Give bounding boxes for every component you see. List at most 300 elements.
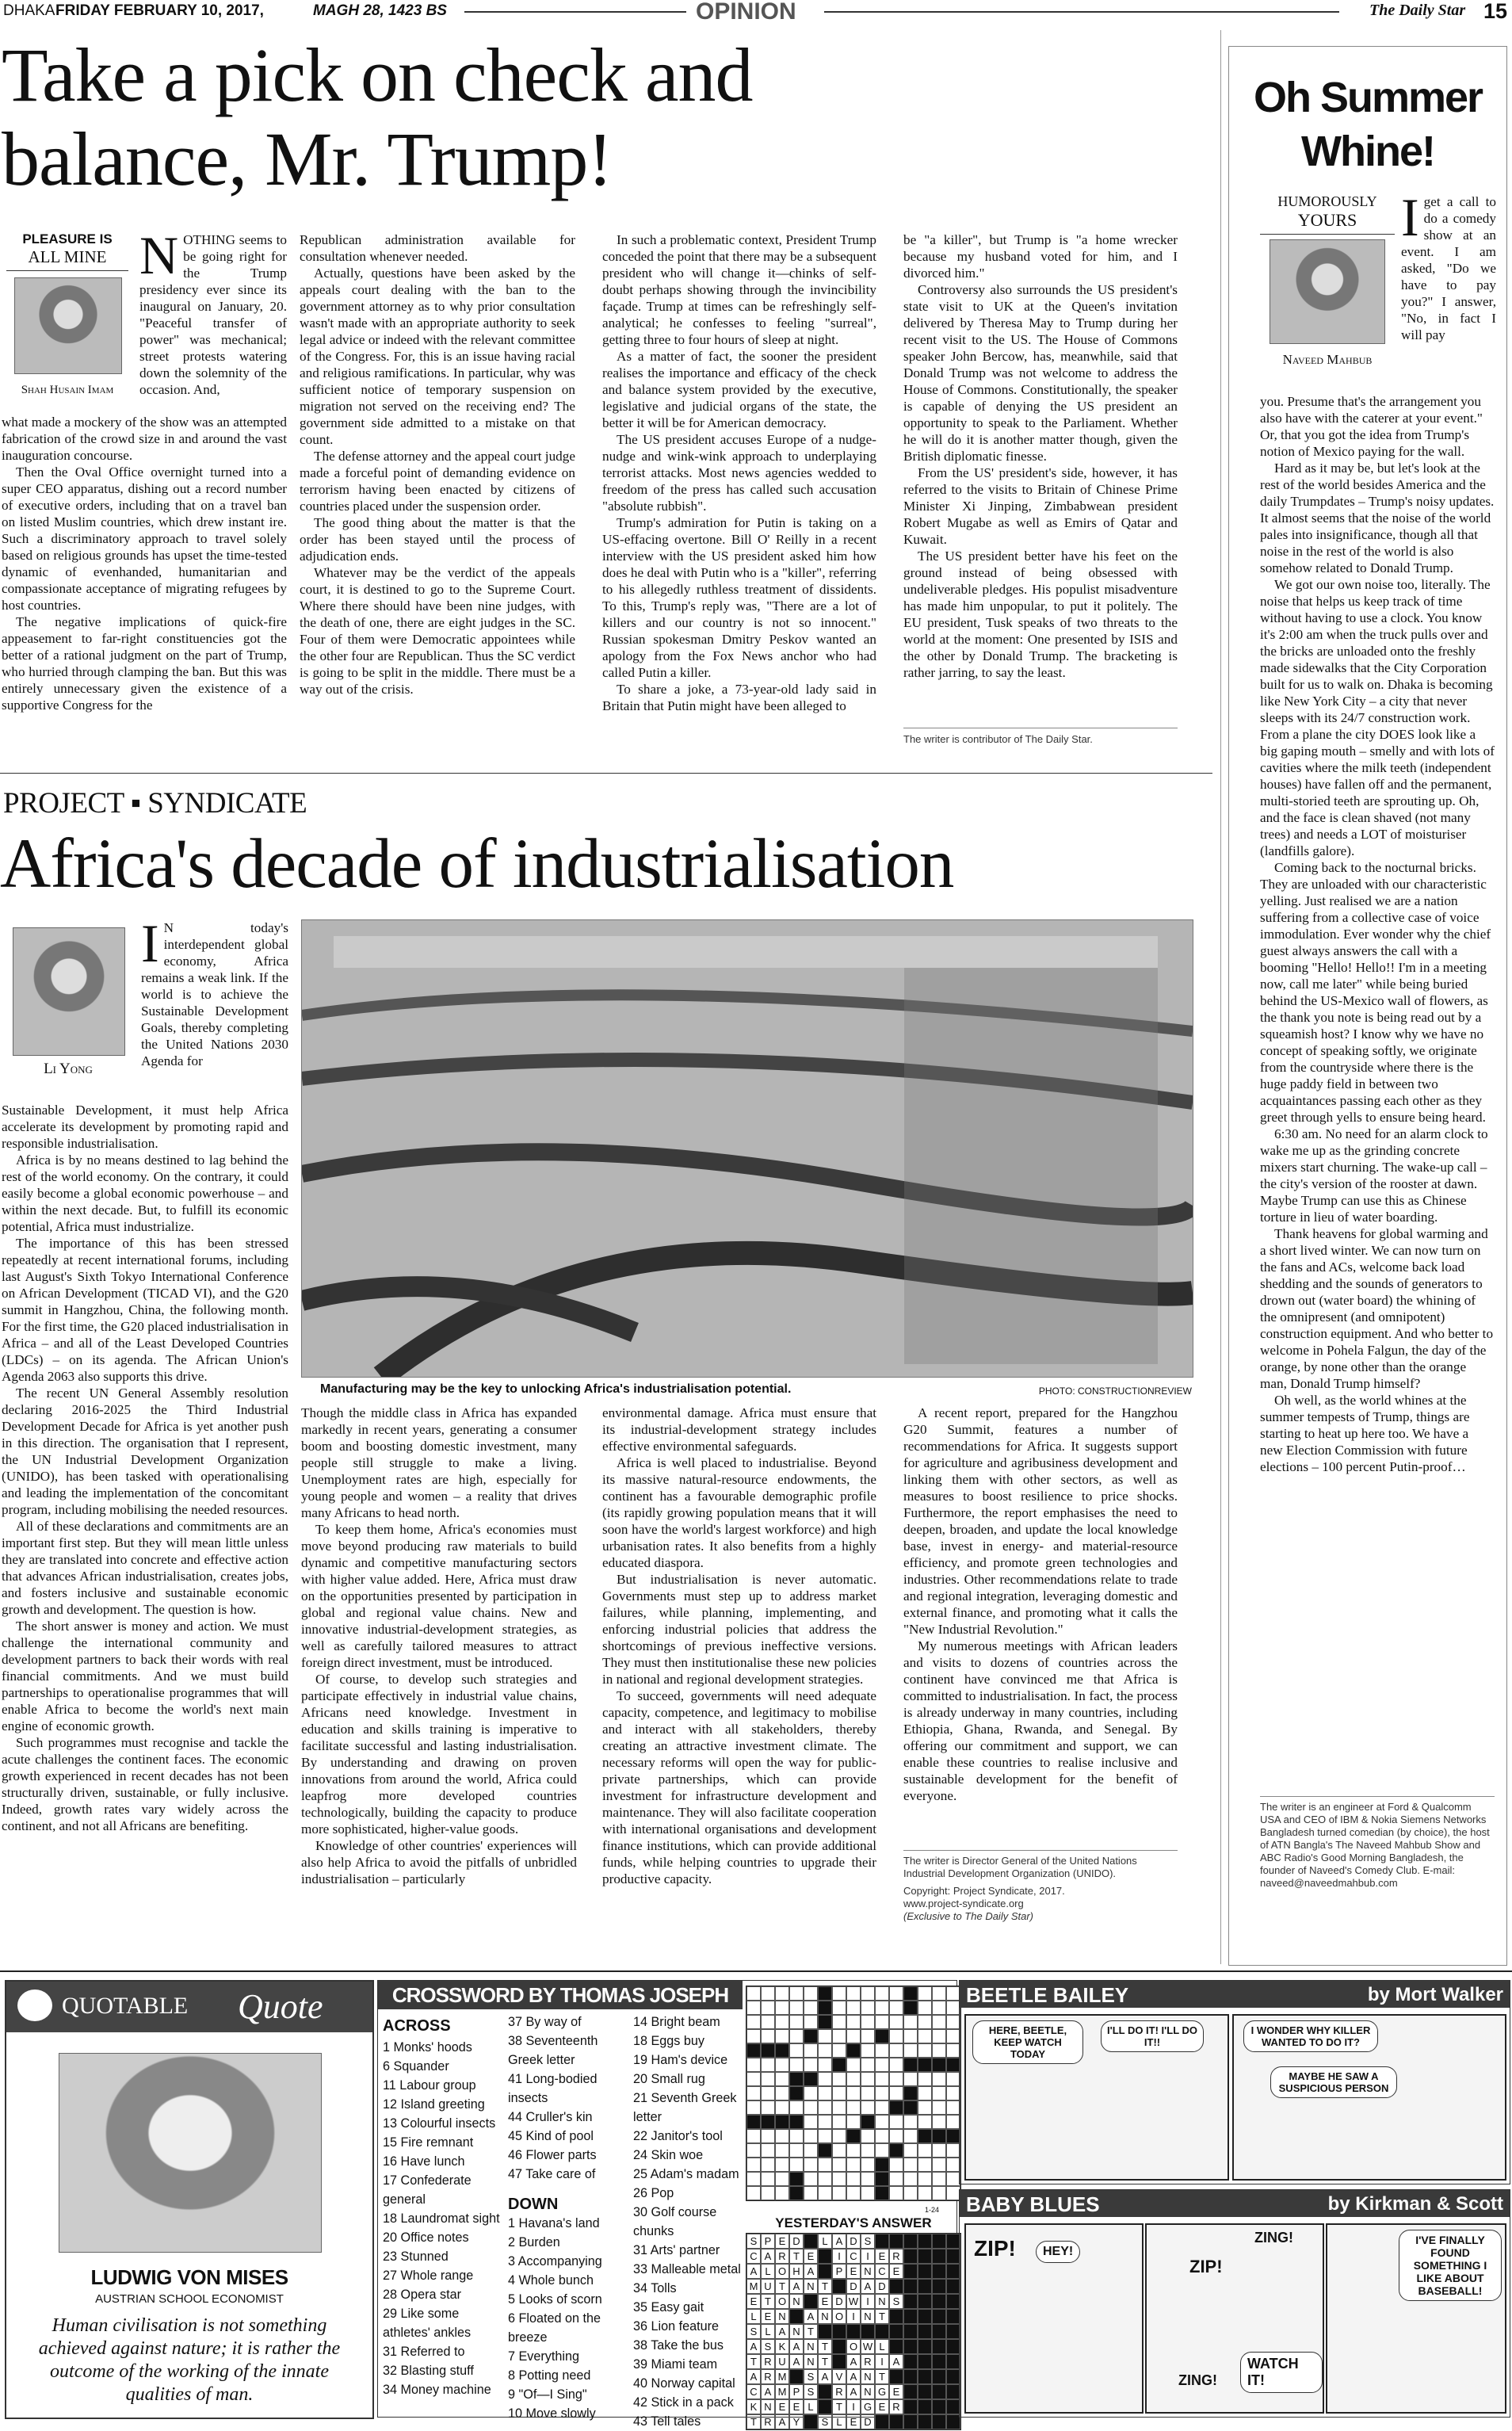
- crossword-cell[interactable]: [832, 2043, 846, 2058]
- crossword-cell[interactable]: [746, 2172, 761, 2186]
- crossword-cell[interactable]: [932, 2029, 946, 2043]
- crossword-cell[interactable]: [789, 2058, 804, 2072]
- answer-cell: [903, 2369, 918, 2384]
- crossword-cell[interactable]: [846, 2143, 861, 2158]
- crossword-cell[interactable]: [746, 2029, 761, 2043]
- crossword-cell[interactable]: [903, 2029, 918, 2043]
- answer-cell: [889, 2369, 903, 2384]
- crossword-cell[interactable]: [846, 2158, 861, 2172]
- crossword-cell[interactable]: [861, 2072, 875, 2086]
- summer-paragraph: Coming back to the nocturnal bricks. They are unloaded with our characteristic yelling. Just realised we are a nation suffering from a collective case of voice immodulation. Ever wonder why the chief guest always answers the call with a booming "Hello! Hello!! I'm in a meeting now, call me later" while being buried behind the US-Mexico wall of flowers, as the thank you note is being read out by a squeamish host? I know why we have no concept of speaking softly, we originate from the countryside where there is the huge paddy field in between two acquaintances passing each other as they greet through yells to ensure being heard.: [1260, 860, 1491, 1125]
- crossword-cell[interactable]: [875, 2115, 889, 2129]
- crossword-cell: [789, 2186, 804, 2200]
- answer-cell: G: [861, 2399, 875, 2414]
- crossword-cell[interactable]: [903, 2015, 918, 2029]
- crossword-across-label: ACROSS: [383, 2017, 451, 2035]
- crossword-cell: [918, 2058, 932, 2072]
- answer-cell: [932, 2234, 946, 2249]
- crossword-cell: [746, 2115, 761, 2129]
- trump-column-4: [903, 231, 1178, 681]
- answer-cell: T: [804, 2324, 818, 2339]
- answer-cell: N: [789, 2294, 804, 2309]
- crossword-cell[interactable]: [789, 2158, 804, 2172]
- crossword-cell[interactable]: [761, 1986, 775, 2001]
- clue: 8 Potting need: [508, 2368, 591, 2383]
- crossword-cell[interactable]: [804, 1986, 818, 2001]
- crossword-cell[interactable]: [818, 2043, 832, 2058]
- answer-cell: O: [832, 2309, 846, 2324]
- baby-byline: by Kirkman & Scott: [1327, 2193, 1503, 2215]
- crossword-cell[interactable]: [889, 2015, 903, 2029]
- crossword-cell[interactable]: [746, 2086, 761, 2100]
- answer-cell: N: [861, 2264, 875, 2279]
- crossword-cell[interactable]: [818, 2072, 832, 2086]
- summer-drop-cap: I: [1401, 187, 1419, 247]
- baby-panel-2: [1145, 2223, 1324, 2414]
- crossword-cell[interactable]: [846, 2186, 861, 2200]
- crossword-cell[interactable]: [861, 2158, 875, 2172]
- crossword-cell[interactable]: [918, 2186, 932, 2200]
- answer-cell: [832, 2339, 846, 2354]
- crossword-box: [377, 1980, 957, 2429]
- crossword-cell[interactable]: [832, 2072, 846, 2086]
- crossword-cell[interactable]: [746, 1986, 761, 2001]
- crossword-cell[interactable]: [761, 2143, 775, 2158]
- clue: 43 Tell tales: [633, 2414, 701, 2429]
- crossword-cell[interactable]: [889, 2029, 903, 2043]
- crossword-cell[interactable]: [889, 2129, 903, 2143]
- crossword-cell[interactable]: [932, 1986, 946, 2001]
- summer-credit: The writer is an engineer at Ford & Qualcomm USA and CEO of IBM & Nokia Siemens Networks Bangladesh turned comedian (by choice), the host of ATN Bangla's The Naveed Mahbub Show and ABC Radio's Good Morning Bangladesh, the founder of Naveed's Comedy Club. E-mail: naveed@naveedmahbub.com: [1260, 1801, 1490, 1889]
- crossword-cell: [903, 1986, 918, 2001]
- crossword-cell[interactable]: [861, 2015, 875, 2029]
- crossword-cell: [903, 2100, 918, 2115]
- crossword-cell[interactable]: [832, 2172, 846, 2186]
- summer-columnist-box: [1260, 193, 1395, 376]
- answer-cell: E: [761, 2309, 775, 2324]
- crossword-cell[interactable]: [932, 2158, 946, 2172]
- crossword-cell[interactable]: [746, 2072, 761, 2086]
- masthead-rule-left: [464, 11, 686, 13]
- answer-cell: E: [818, 2294, 832, 2309]
- clue: 26 Pop: [633, 2186, 674, 2200]
- answer-cell: R: [761, 2369, 775, 2384]
- trump-paragraph: The defense attorney and the appeal court judge made a forceful point of demanding evidence on terrorism having been enacted by citizens of countries placed under the suspension order.: [300, 449, 575, 514]
- crossword-cell[interactable]: [861, 2172, 875, 2186]
- africa-headline: Africa's decade of industrialisation: [0, 825, 954, 903]
- crossword-cell[interactable]: [932, 2043, 946, 2058]
- clue: 23 Stunned: [383, 2249, 449, 2264]
- quote-label-1: QUOTABLE: [62, 1993, 189, 2019]
- crossword-cell[interactable]: [846, 2172, 861, 2186]
- crossword-cell[interactable]: [804, 2086, 818, 2100]
- answer-cell: [889, 2339, 903, 2354]
- crossword-cell[interactable]: [832, 2001, 846, 2015]
- crossword-cell[interactable]: [832, 2086, 846, 2100]
- africa-paragraph: environmental damage. Africa must ensure that its industrial-development strategy includes effective environmental safeguards.: [602, 1405, 876, 1454]
- crossword-cell[interactable]: [846, 2001, 861, 2015]
- answer-cell: E: [889, 2264, 903, 2279]
- crossword-cell[interactable]: [761, 2172, 775, 2186]
- answer-cell: [918, 2324, 932, 2339]
- crossword-cell[interactable]: [846, 2029, 861, 2043]
- summer-author-photo: [1270, 239, 1385, 344]
- crossword-cell[interactable]: [789, 2129, 804, 2143]
- clue: 29 Like some athletes' ankles: [383, 2307, 472, 2340]
- crossword-cell[interactable]: [804, 2100, 818, 2115]
- masthead: [0, 0, 1512, 24]
- crossword-cell[interactable]: [746, 2058, 761, 2072]
- crossword-cell[interactable]: [846, 2100, 861, 2115]
- trump-paragraph: The good thing about the matter is that the order has been stayed until the process of adjudication ends.: [300, 515, 575, 564]
- crossword-cell[interactable]: [746, 2129, 761, 2143]
- crossword-cell: [932, 2058, 946, 2072]
- answer-cell: T: [789, 2249, 804, 2264]
- crossword-cell[interactable]: [861, 2029, 875, 2043]
- crossword-cell[interactable]: [789, 2029, 804, 2043]
- crossword-cell[interactable]: [761, 2029, 775, 2043]
- crossword-cell[interactable]: [832, 2029, 846, 2043]
- crossword-cell[interactable]: [832, 2158, 846, 2172]
- crossword-cell[interactable]: [746, 2001, 761, 2015]
- crossword-cell[interactable]: [761, 2086, 775, 2100]
- crossword-cell[interactable]: [761, 2129, 775, 2143]
- quote-role: AUSTRIAN SCHOOL ECONOMIST: [95, 2292, 284, 2306]
- crossword-cell[interactable]: [818, 2158, 832, 2172]
- crossword-cell[interactable]: [932, 2186, 946, 2200]
- masthead-date: FRIDAY FEBRUARY 10, 2017,: [55, 2, 264, 19]
- crossword-cell[interactable]: [889, 2058, 903, 2072]
- beetle-bubble-1: HERE, BEETLE, KEEP WATCH TODAY: [972, 2020, 1083, 2064]
- answer-cell: [903, 2279, 918, 2294]
- clue: 19 Ham's device: [633, 2053, 728, 2067]
- crossword-cell[interactable]: [889, 2001, 903, 2015]
- crossword-cell[interactable]: [903, 2129, 918, 2143]
- quote-label-2: Quote: [238, 1987, 323, 2026]
- baby-panel-1: [964, 2223, 1144, 2414]
- africa-paragraph: To succeed, governments will need adequate capacity, competence, and legitimacy to mobilise and interact with all stakeholders, thereby creating an attractive investment climate. The necessary reforms will open the way for public-private partnerships, which can provide investment for infrastructure development and maintenance. They will also facilitate cooperation with international organisations and development finance institutions, which can provide additional funds, while helping countries to upgrade their productive capacity.: [602, 1688, 876, 1886]
- trump-paragraph: Republican administration available for consultation whenever needed.: [300, 232, 575, 264]
- beetle-bubble-4: MAYBE HE SAW A SUSPICIOUS PERSON: [1270, 2066, 1397, 2098]
- answer-cell: [918, 2354, 932, 2369]
- africa-author-name: Li Yong: [44, 1061, 93, 1077]
- crossword-cell[interactable]: [804, 2172, 818, 2186]
- africa-credit-1: The writer is Director General of the United Nations Industrial Development Organization (UNIDO).: [903, 1855, 1137, 1879]
- answer-cell: [918, 2369, 932, 2384]
- crossword-cell: [889, 2143, 903, 2158]
- answer-cell: A: [846, 2384, 861, 2399]
- crossword-cell[interactable]: [818, 2186, 832, 2200]
- crossword-cell[interactable]: [918, 2115, 932, 2129]
- crossword-cell[interactable]: [932, 2100, 946, 2115]
- crossword-cell[interactable]: [889, 2072, 903, 2086]
- trump-drop-cap: N: [139, 225, 179, 285]
- crossword-cell[interactable]: [875, 2015, 889, 2029]
- crossword-cell[interactable]: [746, 2100, 761, 2115]
- answer-cell: A: [846, 2354, 861, 2369]
- crossword-cell[interactable]: [761, 2001, 775, 2015]
- crossword-cell[interactable]: [861, 1986, 875, 2001]
- crossword-cell[interactable]: [889, 1986, 903, 2001]
- answer-cell: [903, 2294, 918, 2309]
- clue: 38 Take the bus: [633, 2338, 724, 2353]
- crossword-cell[interactable]: [775, 1986, 789, 2001]
- crossword-cell[interactable]: [861, 2001, 875, 2015]
- crossword-cell[interactable]: [918, 2072, 932, 2086]
- crossword-cell[interactable]: [875, 2072, 889, 2086]
- crossword-cell[interactable]: [903, 2072, 918, 2086]
- crossword-cell[interactable]: [889, 2043, 903, 2058]
- crossword-cell[interactable]: [818, 2172, 832, 2186]
- crossword-cell[interactable]: [846, 2058, 861, 2072]
- crossword-cell[interactable]: [761, 2015, 775, 2029]
- crossword-cell[interactable]: [804, 2129, 818, 2143]
- answer-cell: I: [861, 2249, 875, 2264]
- africa-column-2: [301, 1405, 577, 1887]
- crossword-cell[interactable]: [775, 2015, 789, 2029]
- crossword-cell[interactable]: [789, 2043, 804, 2058]
- crossword-cell[interactable]: [918, 1986, 932, 2001]
- crossword-cell[interactable]: [846, 2115, 861, 2129]
- clue: 21 Seventh Greek letter: [633, 2091, 737, 2124]
- crossword-cell[interactable]: [903, 2115, 918, 2129]
- factory-photo-credit: PHOTO: CONSTRUCTIONREVIEW: [1038, 1386, 1192, 1397]
- crossword-cell[interactable]: [918, 2086, 932, 2100]
- crossword-cell[interactable]: [804, 2158, 818, 2172]
- clue: 45 Kind of pool: [508, 2129, 594, 2143]
- trump-paragraph: Trump's admiration for Putin is taking on a US-effacing overtone. Bill O' Reilly in a recent interview with the US president asked him how does he deal with Putin who is a "killer", referring to his allegedly ruthless treatment of dissidents. To this, Trump's reply was, "There are a lot of killers and our country is not so innocent." Russian spokesman Dmitry Peskov wanted an apology from the Fox News anchor who had called Putin a killer.: [602, 515, 876, 680]
- summer-paragraph: Oh well, as the world whines at the summer tempests of Trump, things are starting to heat up here too. We have a new Election Commission with future elections – 100 percent Putin-proof…: [1260, 1393, 1470, 1474]
- crossword-cell[interactable]: [903, 2172, 918, 2186]
- crossword-cell[interactable]: [818, 2058, 832, 2072]
- answer-cell: N: [761, 2399, 775, 2414]
- crossword-cell[interactable]: [761, 2186, 775, 2200]
- crossword-cell[interactable]: [775, 2129, 789, 2143]
- crossword-cell[interactable]: [918, 2001, 932, 2015]
- crossword-cell[interactable]: [818, 2100, 832, 2115]
- crossword-cell[interactable]: [861, 2043, 875, 2058]
- crossword-cell[interactable]: [918, 2015, 932, 2029]
- crossword-cell[interactable]: [804, 2186, 818, 2200]
- crossword-cell[interactable]: [875, 2001, 889, 2015]
- crossword-cell[interactable]: [789, 2001, 804, 2015]
- crossword-cell[interactable]: [775, 2172, 789, 2186]
- crossword-cell[interactable]: [832, 2015, 846, 2029]
- answer-cell: V: [832, 2369, 846, 2384]
- crossword-cell[interactable]: [861, 2186, 875, 2200]
- crossword-cell[interactable]: [861, 2100, 875, 2115]
- crossword-grid[interactable]: [746, 1986, 961, 2201]
- crossword-cell: [932, 2129, 946, 2143]
- crossword-cell[interactable]: [804, 2058, 818, 2072]
- crossword-cell[interactable]: [832, 2143, 846, 2158]
- crossword-cell[interactable]: [875, 2058, 889, 2072]
- crossword-cell[interactable]: [889, 2086, 903, 2100]
- crossword-cell[interactable]: [932, 2001, 946, 2015]
- crossword-cell[interactable]: [761, 2100, 775, 2115]
- crossword-cell[interactable]: [746, 2186, 761, 2200]
- crossword-cell[interactable]: [861, 2143, 875, 2158]
- crossword-cell[interactable]: [761, 2158, 775, 2172]
- trump-paragraph: Controversy also surrounds the US president's state visit to UK at the Queen's invitation delivered by Theresa May to Trump during her recent visit to the US. The House of Commons speaker John Bercow, has, meanwhile, said that Donald Trump was not welcome to address the House of Commons. Constitutionally, the speaker is capable of denying the US president an opportunity to speak to the Parliament. Whether he will do it is another matter though, given the British diplomatic finesse.: [903, 282, 1178, 464]
- crossword-cell[interactable]: [775, 2086, 789, 2100]
- africa-author-box: [6, 927, 130, 1086]
- crossword-cell[interactable]: [775, 2058, 789, 2072]
- trump-paragraph: The negative implications of quick-fire appeasement to far-right constituencies got the better of a rational judgment on the part of Trump, who hurried through clamping the ban. But this was entirely unnecessary given the existence of a supportive Congress for the: [2, 614, 287, 713]
- baby-title: BABY BLUES: [966, 2192, 1100, 2216]
- answer-cell: I: [875, 2354, 889, 2369]
- clue: 18 Laundromat sight: [383, 2211, 500, 2226]
- answer-cell: [832, 2354, 846, 2369]
- crossword-cell[interactable]: [804, 2143, 818, 2158]
- crossword-cell[interactable]: [818, 2129, 832, 2143]
- crossword-cell[interactable]: [775, 2143, 789, 2158]
- trump-author-photo: [14, 277, 122, 374]
- answer-cell: [932, 2369, 946, 2384]
- crossword-cell[interactable]: [818, 2086, 832, 2100]
- crossword-cell[interactable]: [846, 2015, 861, 2029]
- clue: 24 Skin woe: [633, 2148, 704, 2162]
- syndicate-logo: PROJECT ▪ SYNDICATE: [3, 787, 307, 820]
- crossword-cell[interactable]: [889, 2115, 903, 2129]
- answer-cell: N: [861, 2369, 875, 2384]
- crossword-cell[interactable]: [903, 2043, 918, 2058]
- summer-paragraph: 6:30 am. No need for an alarm clock to wake me up as the grinding concrete mixers start churning. The wake-up call – the city's version of the rooster at dawn. Maybe Trump can use this as Chinese torture in lieu of water boarding.: [1260, 1126, 1488, 1225]
- crossword-cell: [918, 2129, 932, 2143]
- crossword-cell[interactable]: [875, 2143, 889, 2158]
- crossword-cell[interactable]: [875, 2043, 889, 2058]
- crossword-cell[interactable]: [804, 2015, 818, 2029]
- answer-cell: R: [761, 2414, 775, 2429]
- crossword-cell: [818, 2015, 832, 2029]
- crossword-cell[interactable]: [775, 2158, 789, 2172]
- answer-cell: [903, 2384, 918, 2399]
- crossword-cell[interactable]: [789, 1986, 804, 2001]
- crossword-cell[interactable]: [789, 2015, 804, 2029]
- answer-cell: D: [861, 2414, 875, 2429]
- clue: 10 Move slowly: [508, 2406, 596, 2421]
- crossword-cell[interactable]: [889, 2158, 903, 2172]
- crossword-cell[interactable]: [846, 2086, 861, 2100]
- crossword-cell[interactable]: [775, 2001, 789, 2015]
- crossword-cell[interactable]: [903, 2143, 918, 2158]
- crossword-cell[interactable]: [918, 2043, 932, 2058]
- crossword-cell[interactable]: [846, 1986, 861, 2001]
- answer-cell: [932, 2249, 946, 2264]
- crossword-cell[interactable]: [818, 2029, 832, 2043]
- answer-cell: A: [761, 2249, 775, 2264]
- crossword-cell[interactable]: [875, 2086, 889, 2100]
- africa-lead: N today's interdependent global economy, Africa remains a weak link. If the world is to achieve the Sustainable Development Goals, thereby completing the United Nations 2030 Agenda for: [141, 920, 288, 1068]
- factory-photo-caption: Manufacturing may be the key to unlocking Africa's industrialisation potential.: [320, 1382, 792, 1396]
- answer-cell: [932, 2384, 946, 2399]
- crossword-cell[interactable]: [832, 2115, 846, 2129]
- crossword-cell[interactable]: [746, 2158, 761, 2172]
- crossword-cell[interactable]: [804, 2043, 818, 2058]
- clue: 16 Have lunch: [383, 2154, 465, 2169]
- crossword-cell[interactable]: [775, 2100, 789, 2115]
- crossword-cell[interactable]: [932, 2086, 946, 2100]
- crossword-cell[interactable]: [861, 2058, 875, 2072]
- crossword-cell[interactable]: [775, 2029, 789, 2043]
- crossword-cell[interactable]: [789, 2143, 804, 2158]
- crossword-cell[interactable]: [918, 2029, 932, 2043]
- crossword-cell[interactable]: [861, 2129, 875, 2143]
- crossword-cell[interactable]: [746, 2143, 761, 2158]
- crossword-cell[interactable]: [761, 2058, 775, 2072]
- clue: 11 Labour group: [383, 2078, 476, 2093]
- answer-cell: R: [889, 2399, 903, 2414]
- clue: 4 Whole bunch: [508, 2273, 594, 2288]
- crossword-cell[interactable]: [918, 2158, 932, 2172]
- quote-text: Human civilisation is not something achieved against nature; it is rather the outcome of the working of the innate qualities of man.: [38, 2315, 341, 2405]
- crossword-cell[interactable]: [818, 2115, 832, 2129]
- crossword-cell[interactable]: [832, 2100, 846, 2115]
- answer-cell: A: [789, 2339, 804, 2354]
- crossword-cell[interactable]: [903, 2186, 918, 2200]
- crossword-cell[interactable]: [918, 2100, 932, 2115]
- answer-cell: A: [789, 2279, 804, 2294]
- crossword-cell[interactable]: [804, 2001, 818, 2015]
- clue: 5 Looks of scorn: [508, 2292, 602, 2307]
- answer-cell: C: [746, 2384, 761, 2399]
- crossword-cell[interactable]: [775, 2186, 789, 2200]
- answer-cell: S: [746, 2324, 761, 2339]
- clue: 41 Long-bodied insects: [508, 2072, 598, 2105]
- crossword-cell[interactable]: [875, 1986, 889, 2001]
- answer-cell: [846, 2324, 861, 2339]
- crossword-cell[interactable]: [804, 2115, 818, 2129]
- crossword-cell[interactable]: [932, 2172, 946, 2186]
- crossword-cell[interactable]: [775, 2072, 789, 2086]
- crossword-cell[interactable]: [746, 2015, 761, 2029]
- baby-blues-strip: [959, 2189, 1510, 2418]
- crossword-cell[interactable]: [889, 2186, 903, 2200]
- clue: 1 Havana's land: [508, 2216, 600, 2230]
- crossword-cell[interactable]: [903, 2158, 918, 2172]
- crossword-cell[interactable]: [861, 2086, 875, 2100]
- crossword-cell[interactable]: [832, 2129, 846, 2143]
- answer-cell: [918, 2294, 932, 2309]
- crossword-cell[interactable]: [875, 2100, 889, 2115]
- crossword-cell[interactable]: [832, 1986, 846, 2001]
- answer-cell: [932, 2264, 946, 2279]
- clue: 46 Flower parts: [508, 2148, 597, 2162]
- clue: 35 Easy gait: [633, 2300, 704, 2314]
- summer-credit-rule: [1260, 1796, 1495, 1797]
- crossword-cell[interactable]: [918, 2172, 932, 2186]
- crossword-cell[interactable]: [761, 2072, 775, 2086]
- trump-paragraph: As a matter of fact, the sooner the president realises the importance and efficacy of the check and balance system provided by the executive, legislative and judicial organs of the state, the better it will be for American democracy.: [602, 349, 876, 430]
- answer-cell: [889, 2309, 903, 2324]
- answer-cell: [889, 2279, 903, 2294]
- crossword-cell[interactable]: [789, 2100, 804, 2115]
- crossword-cell[interactable]: [846, 2072, 861, 2086]
- answer-cell: [903, 2264, 918, 2279]
- answer-cell: [818, 2384, 832, 2399]
- answer-cell: D: [789, 2234, 804, 2249]
- crossword-cell[interactable]: [932, 2015, 946, 2029]
- crossword-cell[interactable]: [932, 2115, 946, 2129]
- crossword-cell[interactable]: [889, 2172, 903, 2186]
- crossword-cell[interactable]: [918, 2143, 932, 2158]
- crossword-cell[interactable]: [932, 2072, 946, 2086]
- answer-cell: L: [875, 2339, 889, 2354]
- africa-column-4: [903, 1405, 1178, 1804]
- crossword-cell[interactable]: [875, 2129, 889, 2143]
- crossword-cell[interactable]: [932, 2143, 946, 2158]
- crossword-cell[interactable]: [832, 2186, 846, 2200]
